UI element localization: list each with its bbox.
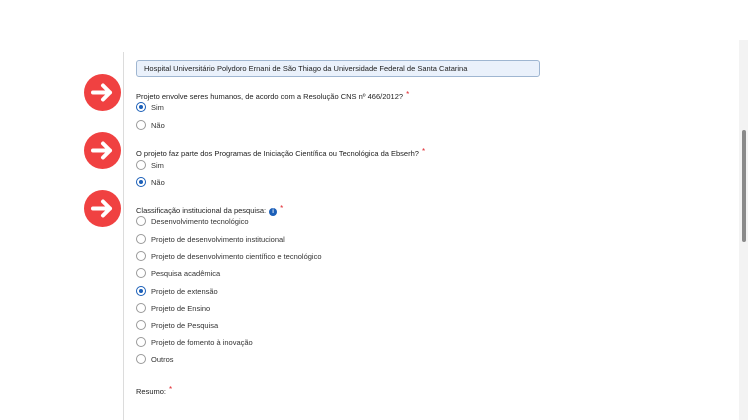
- radio-button[interactable]: [136, 160, 146, 170]
- radio-button[interactable]: [136, 354, 146, 364]
- question-human-research: [136, 90, 409, 101]
- option-label: Desenvolvimento tecnológico: [151, 216, 249, 226]
- question-ebserh-program: [136, 147, 425, 158]
- q3-option-1[interactable]: [136, 233, 285, 245]
- resumo-label: [136, 385, 172, 396]
- option-label: Outros: [151, 354, 174, 364]
- option-label: Projeto de fomento à inovação: [151, 337, 253, 347]
- option-label: Pesquisa acadêmica: [151, 268, 221, 278]
- required-mark: *: [406, 90, 410, 99]
- q1-option-nao[interactable]: [136, 119, 165, 131]
- question-label: O projeto faz parte dos Programas de Iniciação Científica ou Tecnológica da Ebserh?: [136, 149, 419, 158]
- radio-button[interactable]: [136, 102, 146, 112]
- option-label: Projeto de Ensino: [151, 303, 211, 313]
- question-label: Resumo:: [136, 387, 167, 396]
- radio-button[interactable]: [136, 268, 146, 278]
- arrow-right-icon: [84, 132, 121, 169]
- q3-option-6[interactable]: [136, 319, 218, 331]
- option-label: Projeto de extensão: [151, 286, 218, 296]
- radio-button[interactable]: [136, 320, 146, 330]
- required-mark: *: [169, 385, 173, 394]
- radio-button[interactable]: [136, 120, 146, 130]
- option-label: Projeto de Pesquisa: [151, 320, 219, 330]
- option-label: Projeto de desenvolvimento científico e tecnológico: [151, 251, 322, 261]
- info-icon[interactable]: i: [269, 208, 277, 216]
- radio-button[interactable]: [136, 251, 146, 261]
- q3-option-7[interactable]: [136, 336, 253, 348]
- radio-button[interactable]: [136, 337, 146, 347]
- question-label: Projeto envolve seres humanos, de acordo com a Resolução CNS nº 466/2012?: [136, 92, 404, 101]
- q3-option-3[interactable]: [136, 267, 220, 279]
- required-mark: *: [280, 204, 284, 213]
- q3-option-2[interactable]: [136, 250, 322, 262]
- q3-option-4[interactable]: [136, 285, 218, 297]
- q2-option-nao[interactable]: [136, 176, 165, 188]
- arrow-right-icon: [84, 190, 121, 227]
- content-left-border: [123, 52, 124, 420]
- option-label: Sim: [151, 160, 164, 170]
- radio-button[interactable]: [136, 303, 146, 313]
- option-label: Projeto de desenvolvimento institucional: [151, 234, 285, 244]
- option-label: Sim: [151, 102, 164, 112]
- radio-button[interactable]: [136, 234, 146, 244]
- radio-button[interactable]: [136, 177, 146, 187]
- q3-option-0[interactable]: [136, 215, 249, 227]
- question-label: Classificação institucional da pesquisa:: [136, 206, 267, 215]
- option-label: Não: [151, 177, 165, 187]
- radio-button[interactable]: [136, 216, 146, 226]
- q3-option-8[interactable]: [136, 353, 174, 365]
- arrow-right-icon: [84, 74, 121, 111]
- radio-button[interactable]: [136, 286, 146, 296]
- q1-option-sim[interactable]: [136, 101, 164, 113]
- institution-field[interactable]: Hospital Universitário Polydoro Ernani de São Thiago da Universidade Federal de Santa Catarina: [136, 60, 540, 77]
- option-label: Não: [151, 120, 165, 130]
- q3-option-5[interactable]: [136, 302, 210, 314]
- required-mark: *: [421, 147, 426, 156]
- scrollbar-thumb[interactable]: [742, 130, 746, 242]
- q2-option-sim[interactable]: [136, 159, 164, 171]
